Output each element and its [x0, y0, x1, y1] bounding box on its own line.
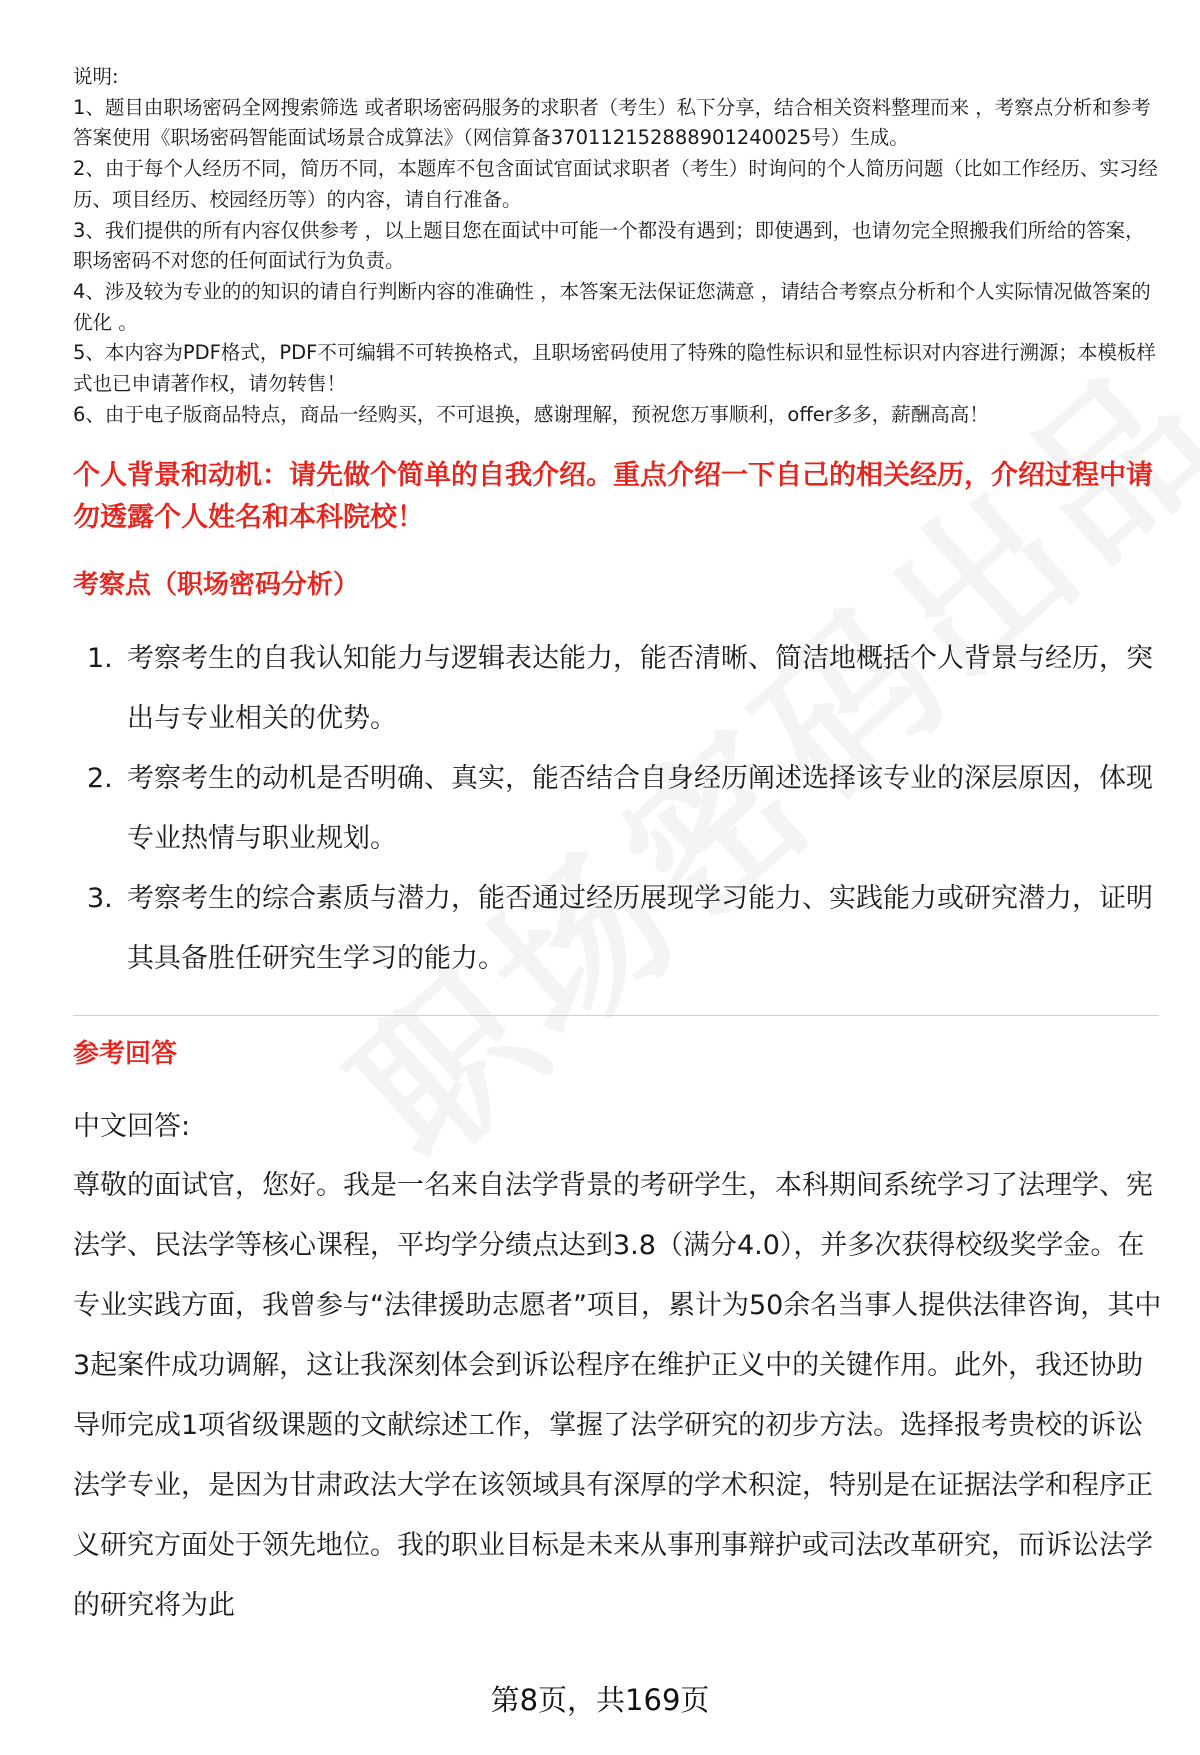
question-title: 个人背景和动机：请先做个简单的自我介绍。重点介绍一下自己的相关经历，介绍过程中请勿透露个人姓名和本科院校！: [73, 460, 1153, 534]
document-page: [73, 62, 1163, 1636]
notes-block: [73, 62, 1163, 430]
analysis-point: [73, 749, 1163, 869]
analysis-title: 考察点（职场密码分析）: [73, 570, 360, 601]
note-item-1: 1、题目由职场密码全网搜索筛选 或者职场密码服务的求职者（考生）私下分享，结合相关资料整理而来 ，考察点分析和参考答案使用《职场密码智能面试场景合成算法》（网信算备370112152888901240025号）生成。: [73, 95, 1151, 150]
section-divider: [73, 1015, 1159, 1016]
analysis-point-number: 2.: [87, 763, 113, 795]
note-item-6: 6、由于电子版商品特点，商品一经购买，不可退换，感谢理解，预祝您万事顺利，offer多多，薪酬高高！: [73, 402, 989, 426]
notes-heading: 说明:: [73, 65, 119, 88]
analysis-point-text: 考察考生的综合素质与潜力，能否通过经历展现学习能力、实践能力或研究潜力，证明其具备胜任研究生学习的能力。: [127, 883, 1153, 975]
analysis-point-text: 考察考生的动机是否明确、真实，能否结合自身经历阐述选择该专业的深层原因，体现专业热情与职业规划。: [127, 763, 1153, 855]
answer-label: 中文回答:: [73, 1111, 191, 1143]
analysis-point: [73, 869, 1163, 989]
note-item-5: 5、本内容为PDF格式，PDF不可编辑不可转换格式，且职场密码使用了特殊的隐性标识和显性标识对内容进行溯源；本模板样式也已申请著作权，请勿转售！: [73, 341, 1156, 396]
analysis-point-number: 3.: [87, 883, 113, 915]
analysis-list: [73, 629, 1163, 989]
note-item-2: 2、由于每个人经历不同，简历不同，本题库不包含面试官面试求职者（考生）时询问的个人简历问题（比如工作经历、实习经历、项目经历、校园经历等）的内容，请自行准备。: [73, 157, 1158, 211]
note-item-3: 3、我们提供的所有内容仅供参考 ，以上题目您在面试中可能一个都没有遇到；即使遇到，也请勿完全照搬我们所给的答案，职场密码不对您的任何面试行为负责。: [73, 218, 1145, 273]
analysis-point: [73, 629, 1163, 749]
note-item-4: 4、涉及较为专业的的知识的请自行判断内容的准确性 ，本答案无法保证您满意 ，请结合考察点分析和个人实际情况做答案的优化 。: [73, 279, 1151, 334]
answer-text: 尊敬的面试官，您好。我是一名来自法学背景的考研学生，本科期间系统学习了法理学、宪法学、民法学等核心课程，平均学分绩点达到3.8（满分4.0），并多次获得校级奖学金。在专业实践方面，我曾参与“法律援助志愿者”项目，累计为50余名当事人提供法律咨询，其中3起案件成功调解，这让我深刻体会到诉讼程序在维护正义中的关键作用。此外，我还协助导师完成1项省级课题的文献综述工作，掌握了法学研究的初步方法。选择报考贵校的诉讼法学专业，是因为甘肃政法大学在该领域具有深厚的学术积淀，特别是在证据法学和程序正义研究方面处于领先地位。我的职业目标是未来从事刑事辩护或司法改革研究，而诉讼法学的研究将为此: [73, 1170, 1162, 1622]
analysis-point-number: 1.: [87, 643, 113, 675]
analysis-point-text: 考察考生的自我认知能力与逻辑表达能力，能否清晰、简洁地概括个人背景与经历，突出与专业相关的优势。: [127, 643, 1153, 735]
page-number: 第8页，共169页: [490, 1683, 710, 1717]
reference-title: 参考回答: [73, 1039, 178, 1070]
